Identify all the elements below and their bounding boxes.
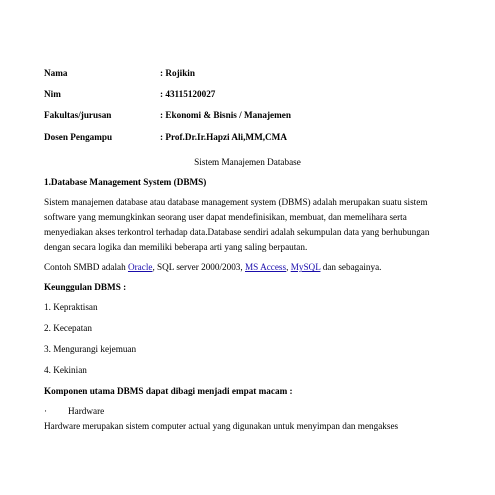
list-item: 3. Mengurangi kejemuan: [44, 344, 137, 354]
meta-value: : Rojikin: [160, 68, 195, 78]
meta-label: Nama: [44, 68, 68, 78]
meta-label: Fakultas/jurusan: [44, 110, 112, 120]
bullet-icon: ·: [44, 406, 48, 416]
paragraph-line: Hardware merupakan sistem computer actual yang digunakan untuk menyimpan dan mengakses: [44, 421, 399, 431]
subject-title: Sistem Manajemen Database: [194, 157, 301, 167]
example-prefix: Contoh SMBD adalah: [44, 262, 128, 272]
list-item: 4. Kekinian: [44, 365, 87, 375]
paragraph-line: menyediakan akses terkontrol terhadap data.Database sendiri adalah sekumpulan data yang berhubungan: [44, 227, 430, 237]
meta-value: : Ekonomi & Bisnis / Manajemen: [160, 110, 291, 120]
section-heading-dbms: 1.Database Management System (DBMS): [44, 177, 207, 187]
example-line: [44, 262, 381, 272]
list-item: 1. Kepraktisan: [44, 302, 98, 312]
meta-label: Dosen Pengampu: [44, 132, 113, 142]
oracle-link[interactable]: Oracle: [127, 262, 153, 272]
paragraph-line: Sistem manajemen database atau database management system (DBMS) adalah merupakan suatu sistem: [44, 197, 428, 207]
meta-value: : Prof.Dr.Ir.Hapzi Ali,MM,CMA: [160, 132, 287, 142]
example-suffix: dan sebagainya.: [320, 262, 382, 272]
ms-access-link[interactable]: MS Access: [245, 262, 287, 272]
mysql-link[interactable]: MySQL: [290, 262, 321, 272]
list-item: 2. Kecepatan: [44, 323, 92, 333]
example-mid: , SQL server 2000/2003,: [152, 262, 245, 272]
section-heading-components: Komponen utama DBMS dapat dibagi menjadi empat macam :: [44, 386, 293, 396]
meta-label: Nim: [44, 89, 61, 99]
meta-value: : 43115120027: [160, 89, 216, 99]
paragraph-line: software yang memungkinkan seorang user dapat mendefinisikan, membuat, dan memelihara serta: [44, 212, 407, 222]
section-heading-advantages: Keunggulan DBMS :: [44, 282, 127, 292]
paragraph-line: dengan secara logika dan memiliki beberapa arti yang saling berpautan.: [44, 242, 308, 252]
example-mid: ,: [286, 262, 291, 272]
bullet-label-hardware: Hardware: [68, 406, 105, 416]
